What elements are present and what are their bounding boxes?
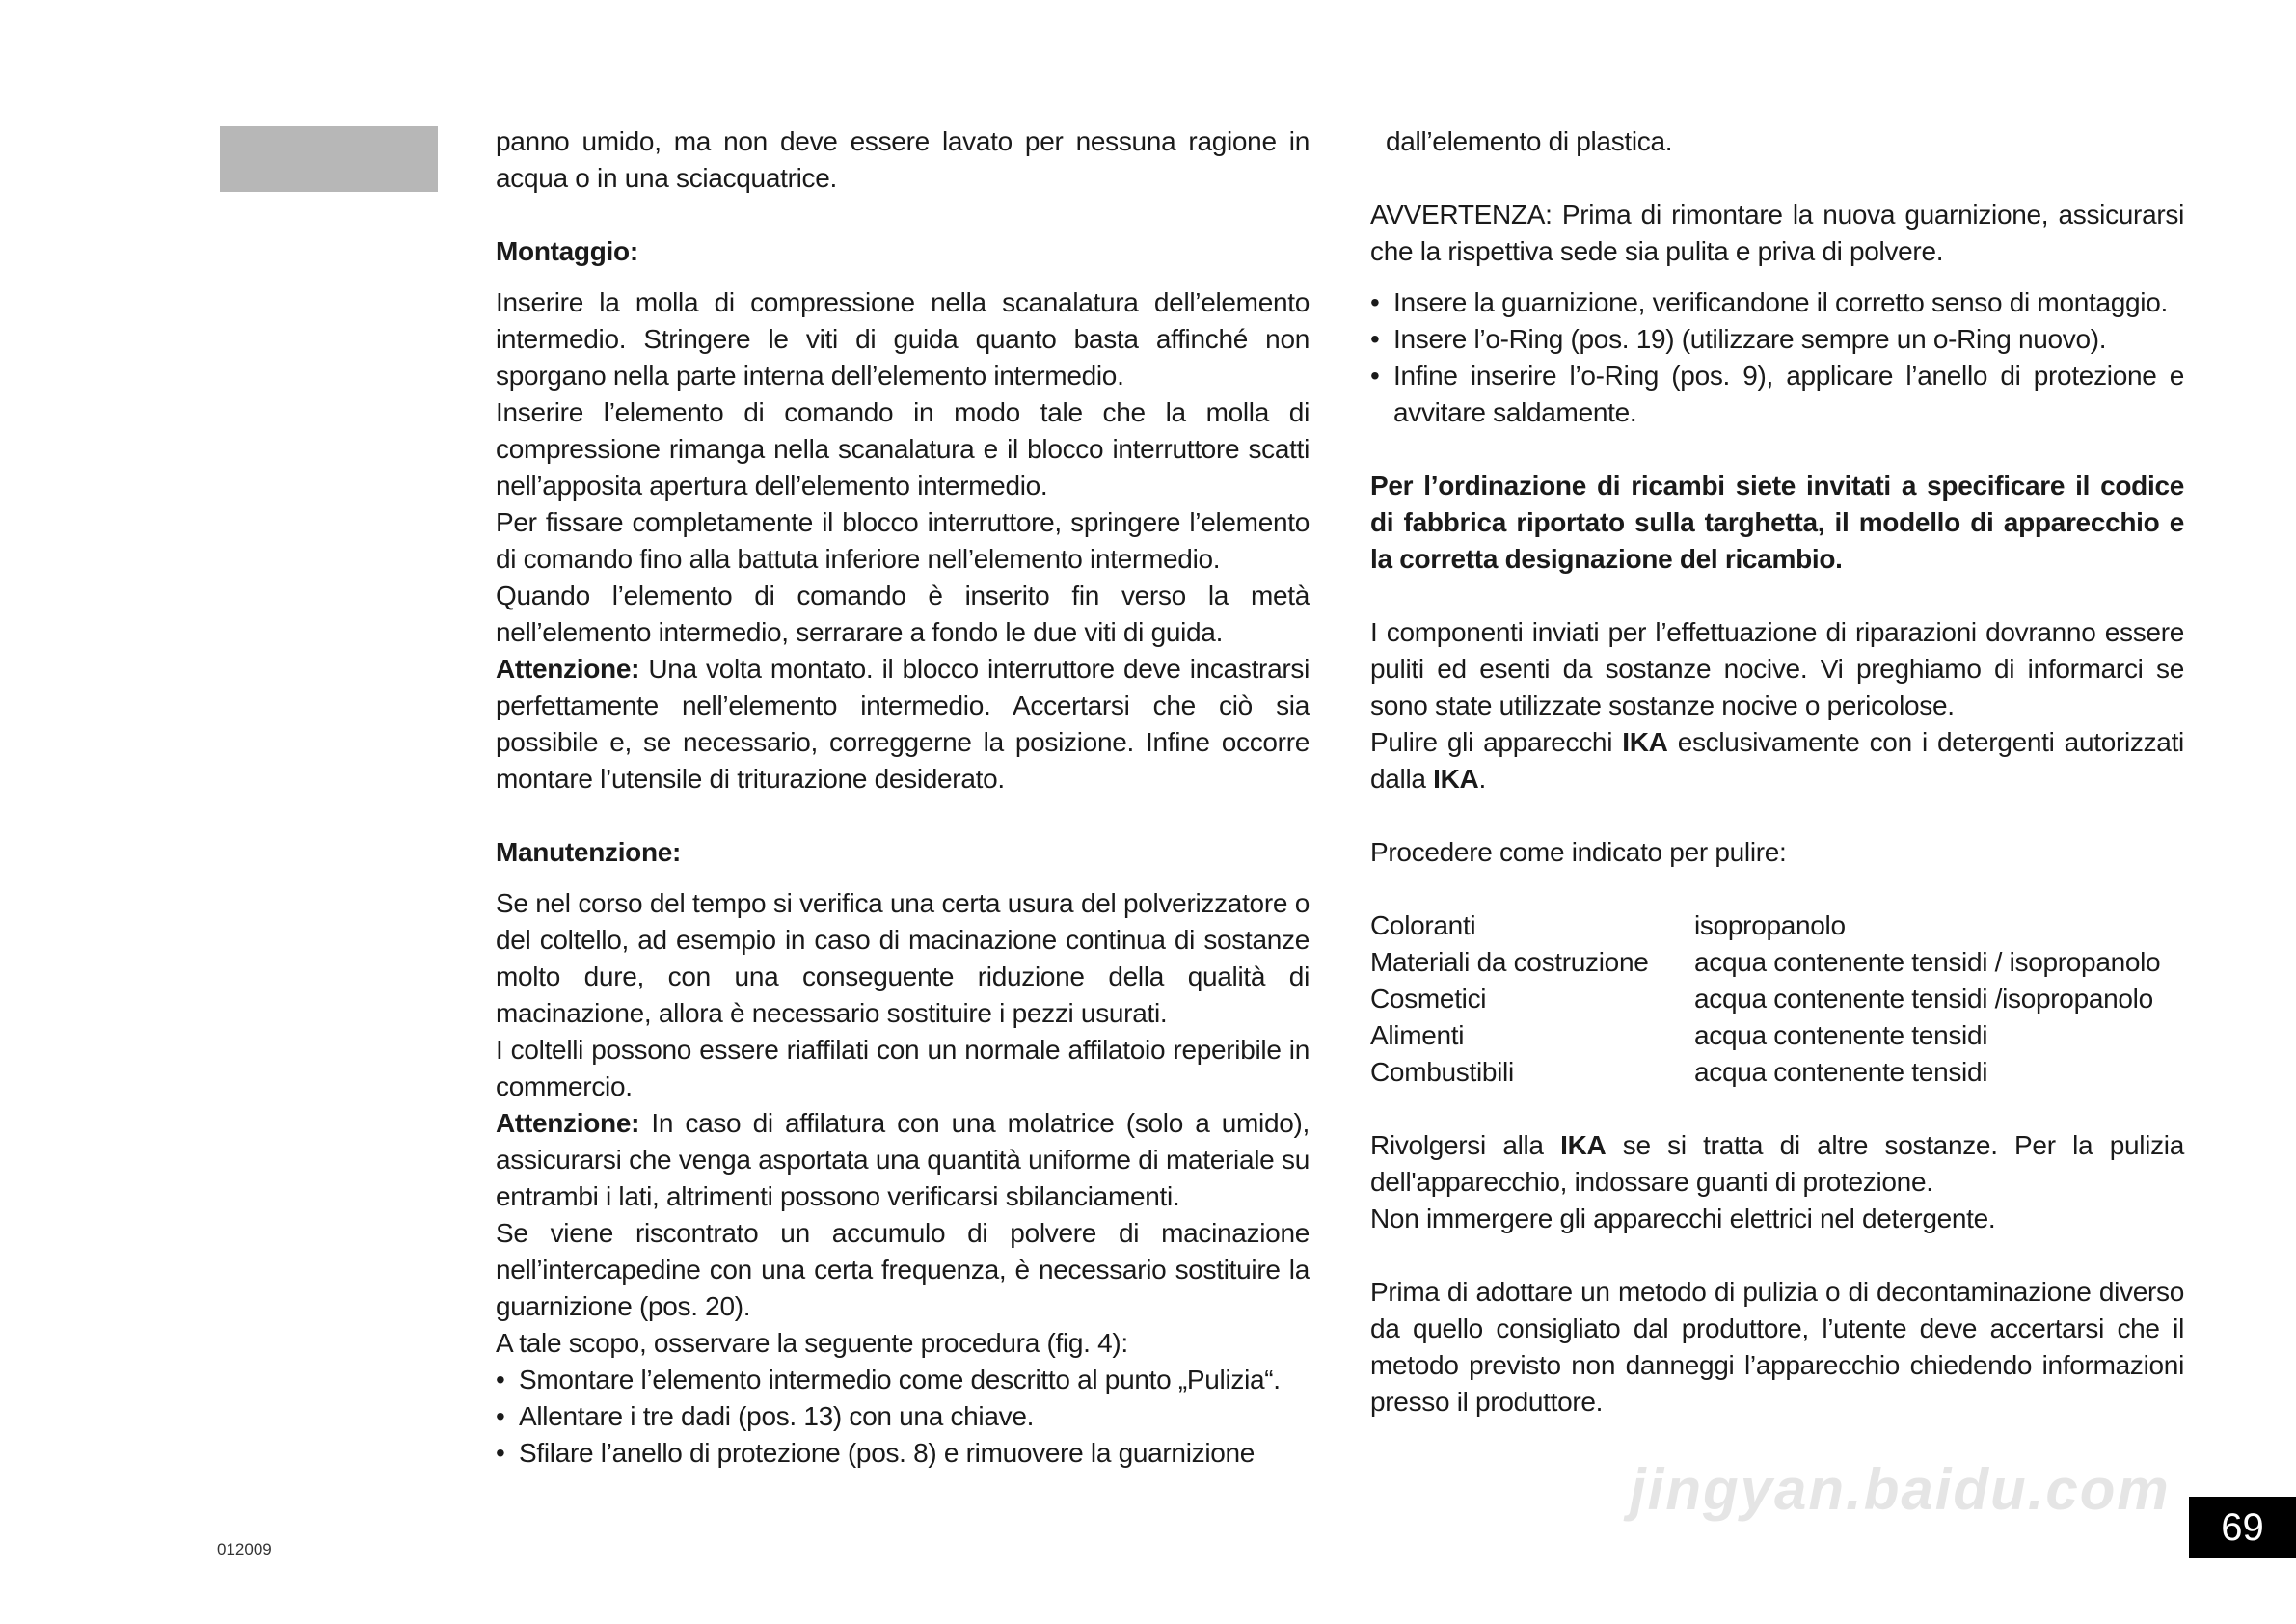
list-item: • Infine inserire l’o-Ring (pos. 9), applicare l’anello di protezione e avvitare saldamente. xyxy=(1370,358,2184,431)
repair-paragraph: I componenti inviati per l’effettuazione di riparazioni dovranno essere puliti ed esenti da sostanze nocive. Vi preghiamo di informarci se sono state utilizzate sostanze nocive o pericolose. xyxy=(1370,617,2184,720)
procedure-line: Procedere come indicato per pulire: xyxy=(1370,837,1787,867)
text-segment: se si tratta di altre sostanze. Per la pulizia dell'apparecchio, indossare guanti di protezione. xyxy=(1370,1130,2184,1197)
intro-paragraph: panno umido, ma non deve essere lavato per nessuna ragione in acqua o in una sciacquatrice. xyxy=(496,126,1310,193)
brand-name: IKA xyxy=(1622,727,1668,757)
manutenzione-paragraph-1: Se nel corso del tempo si verifica una certa usura del polverizzatore o del coltello, ad esempio in caso di macinazione continua di sostanze molto dure, con una conseguente riduzione della qualità di macinazione, allora è necessario sostituire i pezzi usurati. xyxy=(496,888,1310,1028)
page-number: 69 xyxy=(2189,1497,2296,1558)
attention-text: Una volta montato. il blocco interruttore deve incastrarsi perfettamente nell’elemento intermedio. Accertarsi che ciò sia possibile e, se necessario, correggerne la posizione. Infine occorre montare l’utensile di triturazione desiderato. xyxy=(496,654,1310,794)
table-cell: Cosmetici xyxy=(1370,984,1487,1014)
table-row xyxy=(1370,1017,2160,1054)
manutenzione-paragraph-5: A tale scopo, osservare la seguente procedura (fig. 4): xyxy=(496,1328,1128,1358)
montaggio-paragraph-2: Inserire l’elemento di comando in modo tale che la molla di compressione rimanga nella scanalatura e il blocco interruttore scatti nell’apposita apertura dell’elemento intermedio. xyxy=(496,397,1310,501)
table-cell: Coloranti xyxy=(1370,910,1476,940)
text-segment: Pulire gli apparecchi xyxy=(1370,727,1623,757)
table-cell: isopropanolo xyxy=(1694,910,1846,940)
left-column xyxy=(496,123,1310,1472)
list-item: • Sfilare l’anello di protezione (pos. 8) e rimuovere la guarnizione xyxy=(496,1435,1310,1472)
text-segment: Rivolgersi alla xyxy=(1370,1130,1561,1160)
montaggio-paragraph-1: Inserire la molla di compressione nella scanalatura dell’elemento intermedio. Stringere le viti di guida quanto basta affinché non sporgano nella parte interna dell’elemento intermedio. xyxy=(496,287,1310,391)
immersion-warning: Non immergere gli apparecchi elettrici nel detergente. xyxy=(1370,1204,1996,1233)
heading-manutenzione: Manutenzione: xyxy=(496,837,682,867)
attention-label: Attenzione: xyxy=(496,654,640,684)
table-cell: acqua contenente tensidi / isopropanolo xyxy=(1694,947,2161,977)
document-code: 012009 xyxy=(217,1540,272,1558)
text-segment: . xyxy=(1478,764,1486,794)
list-item: • Smontare l’elemento intermedio come descritto al punto „Pulizia“. xyxy=(496,1362,1310,1398)
table-row xyxy=(1370,907,2160,944)
table-cell: acqua contenente tensidi xyxy=(1694,1057,1988,1087)
attention-text: In caso di affilatura con una molatrice (solo a umido), assicurarsi che venga asportata una quantità uniforme di materiale su entrambi i lati, altrimenti possono verificarsi sbilanciamenti. xyxy=(496,1108,1310,1211)
brand-name: IKA xyxy=(1433,764,1479,794)
decontamination-paragraph: Prima di adottare un metodo di pulizia o di decontaminazione diverso da quello consigliato dal produttore, l’utente deve accertarsi che il metodo previsto non danneggi l’apparecchio chiedendo informazioni presso il produttore. xyxy=(1370,1277,2184,1417)
table-cell: acqua contenente tensidi xyxy=(1694,1020,1988,1050)
continued-line: dall’elemento di plastica. xyxy=(1386,126,1673,156)
text-segment: esclusivamente con i detergenti autorizzati dalla xyxy=(1370,727,2184,794)
gray-section-tab xyxy=(220,126,438,192)
spare-parts-notice: Per l’ordinazione di ricambi siete invitati a specificare il codice di fabbrica riportato sulla targhetta, il modello di apparecchio e la corretta designazione del ricambio. xyxy=(1370,471,2184,574)
attention-label: Attenzione: xyxy=(496,1108,640,1138)
table-cell: acqua contenente tensidi /isopropanolo xyxy=(1694,984,2153,1014)
montaggio-paragraph-3: Per fissare completamente il blocco interruttore, springere l’elemento di comando fino alla battuta inferiore nell’elemento intermedio. xyxy=(496,507,1310,574)
list-item: • Insere l’o-Ring (pos. 19) (utilizzare sempre un o-Ring nuovo). xyxy=(1370,321,2184,358)
brand-name: IKA xyxy=(1560,1130,1607,1160)
table-row xyxy=(1370,981,2160,1017)
manutenzione-paragraph-2: I coltelli possono essere riaffilati con un normale affilatoio reperibile in commercio. xyxy=(496,1035,1310,1101)
montaggio-paragraph-4: Quando l’elemento di comando è inserito fin verso la metà nell’elemento intermedio, serrarare a fondo le due viti di guida. xyxy=(496,581,1310,647)
montaggio-attention xyxy=(496,651,1310,798)
list-item: • Allentare i tre dadi (pos. 13) con una chiave. xyxy=(496,1398,1310,1435)
contact-paragraph xyxy=(1370,1127,2184,1201)
table-row xyxy=(1370,1054,2160,1091)
warning-paragraph: AVVERTENZA: Prima di rimontare la nuova guarnizione, assicurarsi che la rispettiva sede sia pulita e priva di polvere. xyxy=(1370,200,2184,266)
table-row xyxy=(1370,944,2160,981)
manutenzione-paragraph-4: Se viene riscontrato un accumulo di polvere di macinazione nell’intercapedine con una certa frequenza, è necessario sostituire la guarnizione (pos. 20). xyxy=(496,1218,1310,1321)
table-cell: Materiali da costruzione xyxy=(1370,947,1649,977)
watermark: jingyan.baidu.com xyxy=(1630,1457,2171,1522)
right-column xyxy=(1370,123,2184,1421)
heading-montaggio: Montaggio: xyxy=(496,236,638,266)
cleaning-intro xyxy=(1370,724,2184,798)
cleaning-table xyxy=(1370,907,2160,1091)
list-item: • Insere la guarnizione, verificandone il corretto senso di montaggio. xyxy=(1370,284,2184,321)
manutenzione-attention xyxy=(496,1105,1310,1215)
table-cell: Alimenti xyxy=(1370,1020,1465,1050)
table-cell: Combustibili xyxy=(1370,1057,1514,1087)
